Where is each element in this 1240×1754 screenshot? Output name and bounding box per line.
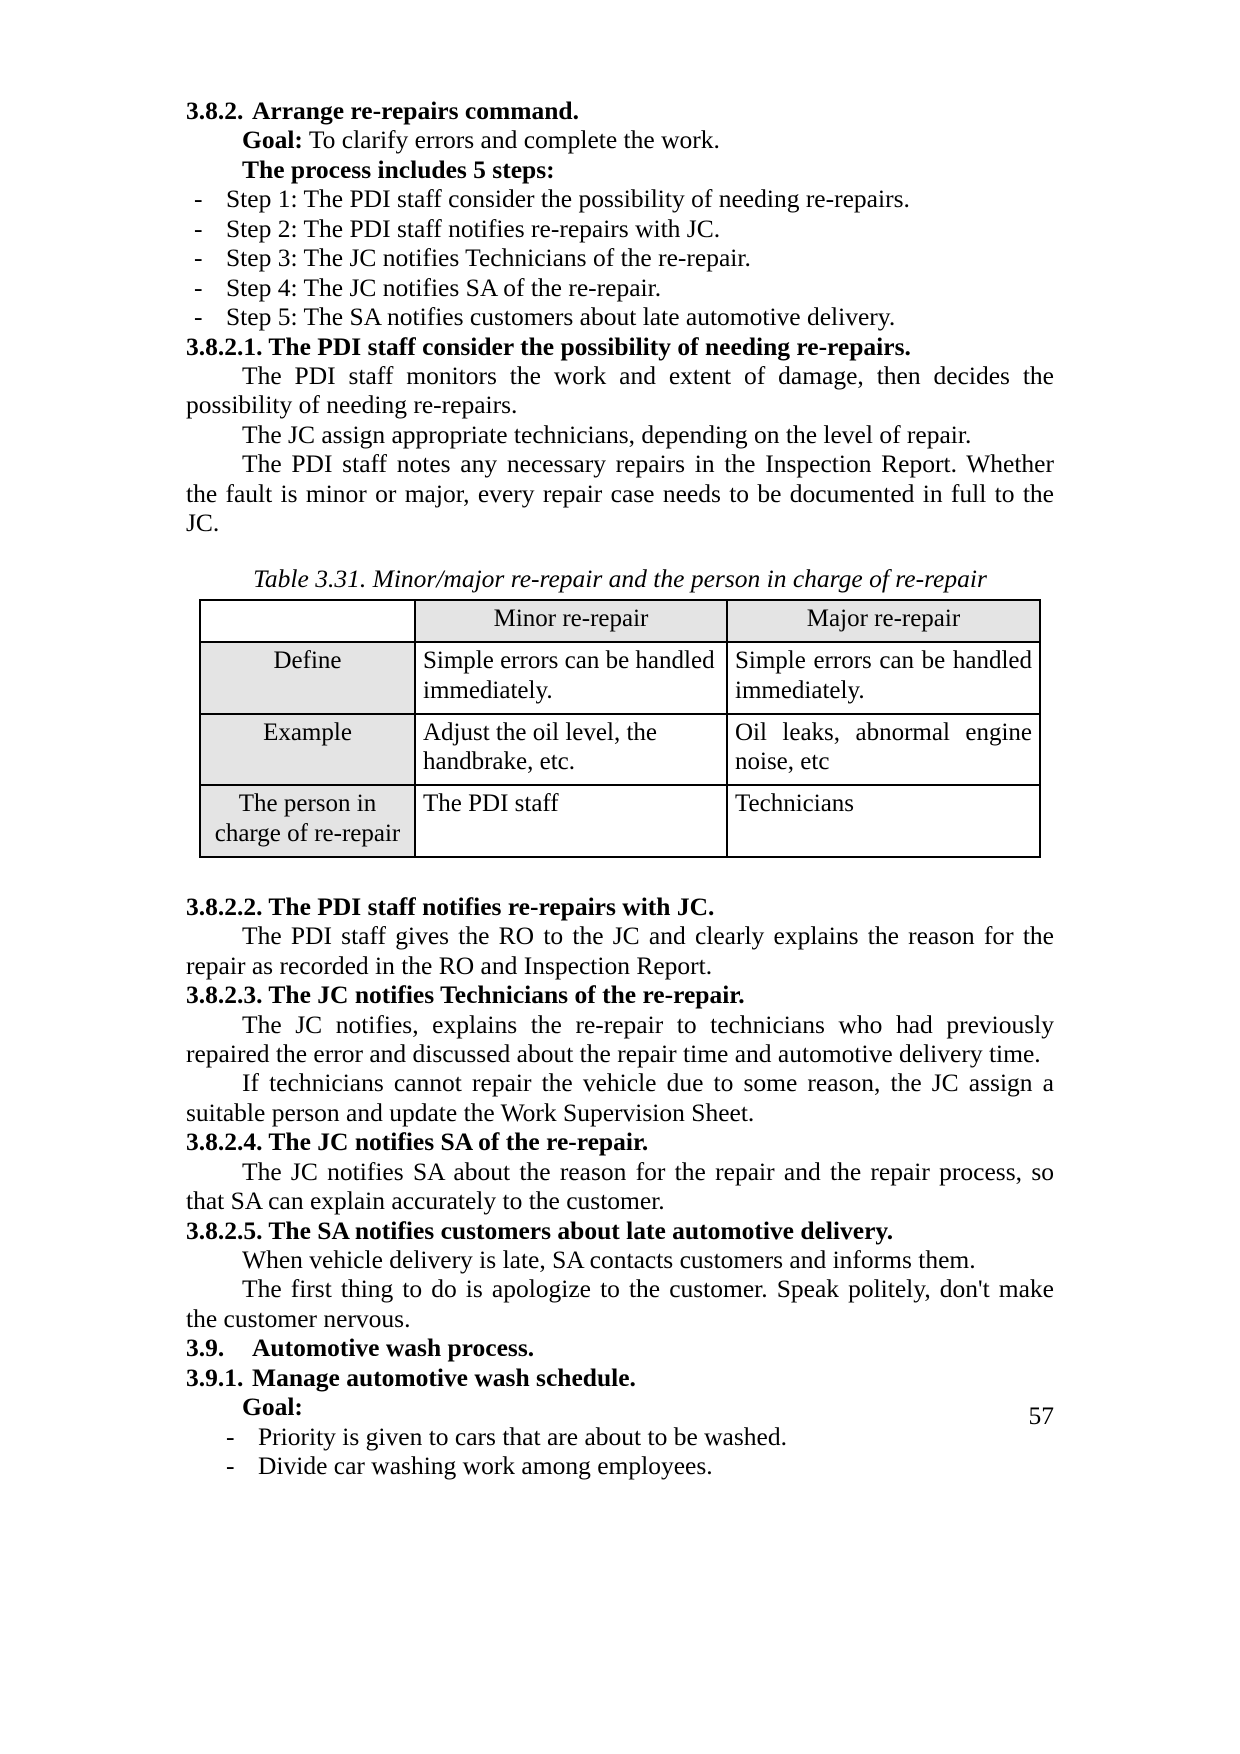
table-cell-person-minor: The PDI staff — [415, 785, 727, 857]
goal-items-list — [186, 1422, 1054, 1481]
step-text: Step 5: The SA notifies customers about late automotive delivery. — [226, 302, 896, 332]
bullet-dash-icon: - — [194, 272, 203, 302]
table-header-row — [200, 600, 1040, 642]
heading-3-8-2-4: 3.8.2.4. The JC notifies SA of the re-repair. — [186, 1127, 649, 1157]
table-cell-example-minor: Adjust the oil level, the handbrake, etc. — [415, 714, 727, 786]
paragraph-3-8-2-5-a: When vehicle delivery is late, SA contacts customers and informs them. — [242, 1245, 976, 1274]
table-cell-person-major: Technicians — [727, 785, 1040, 857]
table-row — [200, 714, 1040, 786]
heading-3-8-2-title: Arrange re-repairs command. — [252, 96, 579, 125]
step-text: Step 1: The PDI staff consider the possibility of needing re-repairs. — [226, 184, 910, 214]
table-corner-blank — [200, 600, 415, 642]
step-text: Step 3: The JC notifies Technicians of the re-repair. — [226, 243, 751, 273]
list-item — [186, 214, 1054, 243]
heading-3-9-1 — [186, 1363, 1054, 1392]
bullet-dash-icon: - — [194, 213, 203, 243]
heading-3-9-1-number: 3.9.1. — [186, 1362, 244, 1392]
table-col-header-minor: Minor re-repair — [415, 600, 727, 642]
paragraph-3-8-2-1-b: The JC assign appropriate technicians, depending on the level of repair. — [242, 419, 972, 449]
list-item — [186, 243, 1054, 272]
goal-label: Goal: — [242, 125, 303, 155]
goal-text: To clarify errors and complete the work. — [302, 125, 720, 155]
table-3-31 — [199, 599, 1041, 858]
bullet-dash-icon: - — [226, 1451, 235, 1481]
process-heading: The process includes 5 steps: — [242, 154, 555, 184]
paragraph-3-8-2-3-b: If technicians cannot repair the vehicle due to some reason, the JC assign a suitable person and update the Work Supervision Sheet. — [186, 1068, 1054, 1127]
step-text: Step 2: The PDI staff notifies re-repairs with JC. — [226, 213, 721, 243]
list-item — [186, 273, 1054, 302]
paragraph-3-8-2-3-a: The JC notifies, explains the re-repair to technicians who had previously repaired the error and discussed about the repair time and automotive delivery time. — [186, 1009, 1054, 1068]
list-item — [186, 302, 1054, 331]
paragraph-3-8-2-4-a: The JC notifies SA about the reason for the repair and the repair process, so that SA can explain accurately to the customer. — [186, 1156, 1054, 1216]
goal-item-text: Divide car washing work among employees. — [258, 1451, 713, 1481]
paragraph-3-8-2-5-b: The first thing to do is apologize to the customer. Speak politely, don't make the customer nervous. — [186, 1274, 1054, 1333]
table-row-header-define: Define — [200, 642, 415, 714]
goal-line — [186, 125, 1054, 154]
heading-3-9 — [186, 1333, 1054, 1362]
bullet-dash-icon: - — [226, 1421, 235, 1451]
heading-3-8-2 — [186, 96, 1054, 125]
paragraph-3-8-2-1-a: The PDI staff monitors the work and extent of damage, then decides the possibility of needing re-repairs. — [186, 360, 1054, 420]
bullet-dash-icon: - — [194, 184, 203, 214]
table-caption: Table 3.31. Minor/major re-repair and the person in charge of re-repair — [253, 563, 987, 593]
heading-3-9-title: Automotive wash process. — [252, 1333, 535, 1363]
table-cell-define-minor: Simple errors can be handled immediately. — [415, 642, 727, 714]
table-row-header-person: The person in charge of re-repair — [200, 785, 415, 857]
paragraph-3-8-2-2-a: The PDI staff gives the RO to the JC and clearly explains the reason for the repair as recorded in the RO and Inspection Report. — [186, 921, 1054, 980]
table-row — [200, 785, 1040, 857]
table-bottom-spacer — [186, 858, 1054, 892]
table-row-header-example: Example — [200, 714, 415, 786]
heading-3-8-2-3: 3.8.2.3. The JC notifies Technicians of the re-repair. — [186, 980, 745, 1010]
bullet-dash-icon: - — [194, 243, 203, 273]
table-row — [200, 642, 1040, 714]
goal-label-3-9-1: Goal: — [242, 1392, 303, 1422]
heading-3-9-1-title: Manage automotive wash schedule. — [252, 1362, 636, 1392]
steps-list — [186, 184, 1054, 331]
list-item — [186, 1422, 1054, 1451]
table-cell-define-major: Simple errors can be handled immediately. — [727, 642, 1040, 714]
heading-3-8-2-2: 3.8.2.2. The PDI staff notifies re-repairs with JC. — [186, 891, 715, 921]
page-content — [186, 96, 1054, 1481]
paragraph-3-8-2-1-c: The PDI staff notes any necessary repairs in the Inspection Report. Whether the fault is minor or major, every repair case needs to be documented in full to the JC. — [186, 449, 1054, 538]
heading-3-8-2-number: 3.8.2. — [186, 96, 244, 125]
page-number: 57 — [1028, 1401, 1054, 1430]
heading-3-9-number: 3.9. — [186, 1333, 225, 1363]
step-text: Step 4: The JC notifies SA of the re-repair. — [226, 272, 662, 302]
table-cell-example-major: Oil leaks, abnormal engine noise, etc — [727, 714, 1040, 786]
goal-item-text: Priority is given to cars that are about to be washed. — [258, 1421, 787, 1451]
list-item — [186, 184, 1054, 213]
heading-3-8-2-1: 3.8.2.1. The PDI staff consider the possibility of needing re-repairs. — [186, 331, 911, 361]
table-col-header-major: Major re-repair — [727, 600, 1040, 642]
bullet-dash-icon: - — [194, 302, 203, 332]
heading-3-8-2-5: 3.8.2.5. The SA notifies customers about late automotive delivery. — [186, 1215, 894, 1245]
list-item — [186, 1451, 1054, 1480]
